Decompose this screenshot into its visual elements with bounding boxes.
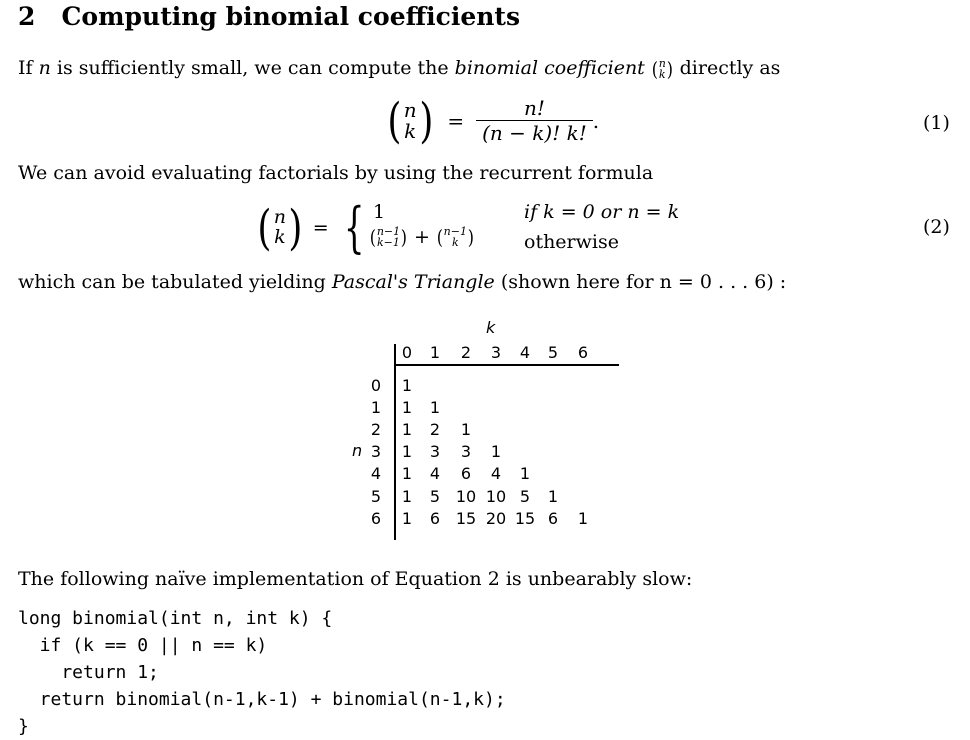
table-cell: 20 xyxy=(485,509,507,528)
table-cell: 15 xyxy=(514,509,536,528)
tabulated-after: (shown here for n = 0 . . . 6) : xyxy=(494,271,787,293)
eq1-numerator: n! xyxy=(523,96,545,120)
code-listing xyxy=(18,605,506,740)
col-axis-label: k xyxy=(486,318,496,337)
intro-middle: is sufficiently small, we can compute the xyxy=(50,57,455,79)
row-header: 0 xyxy=(370,376,382,395)
eq1-number: (1) xyxy=(923,112,950,134)
col-header: 0 xyxy=(401,343,413,362)
eq2-equals: = xyxy=(312,217,329,239)
eq1-binom-top: n xyxy=(403,97,417,122)
section-title: Computing binomial coefficients xyxy=(61,2,521,31)
recurrence-text: We can avoid evaluating factorials by using the recurrent formula xyxy=(18,162,654,184)
tabulated-before: which can be tabulated yielding xyxy=(18,271,332,293)
col-header: 5 xyxy=(547,343,559,362)
eq2-case2-condition: otherwise xyxy=(524,231,619,253)
eq2-binom: ( n k ) xyxy=(257,200,303,256)
table-cell: 10 xyxy=(485,487,507,506)
code-block xyxy=(18,605,506,740)
section-number: 2 xyxy=(18,2,36,31)
table-cell: 1 xyxy=(577,509,589,528)
intro-emph: binomial coefficient xyxy=(454,57,645,79)
eq2-case1-value: 1 xyxy=(373,201,386,223)
eq2-brace: { xyxy=(343,196,365,259)
table-cell: 1 xyxy=(401,509,413,528)
col-header: 3 xyxy=(490,343,502,362)
table-cell: 1 xyxy=(401,442,413,461)
eq1-equals: = xyxy=(447,108,465,133)
table-cell: 6 xyxy=(429,509,441,528)
intro-binom: ( n k ) xyxy=(651,57,673,81)
intro-after: directly as xyxy=(673,57,781,79)
eq2-case2-binom-1: ( n−1 k−1 ) xyxy=(369,225,408,249)
eq2-binom-bottom: k xyxy=(274,226,286,248)
intro-var-n: n xyxy=(38,57,51,79)
table-cell: 6 xyxy=(460,464,472,483)
eq2-case2-binom-2: ( n−1 k ) xyxy=(436,225,475,249)
table-cell: 1 xyxy=(401,487,413,506)
table-cell: 1 xyxy=(429,398,441,417)
table-cell: 1 xyxy=(519,464,531,483)
row-header: 2 xyxy=(370,420,382,439)
table-cell: 3 xyxy=(429,442,441,461)
eq2-number: (2) xyxy=(923,216,950,238)
code-line: long binomial(int n, int k) { xyxy=(18,608,333,629)
row-header: 3 xyxy=(370,442,382,461)
col-header: 2 xyxy=(460,343,472,362)
slow-text: The following naïve implementation of Equation 2 is unbearably slow: xyxy=(18,568,693,590)
table-cell: 1 xyxy=(401,398,413,417)
table-cell: 1 xyxy=(490,442,502,461)
intro-binom-bottom: k xyxy=(658,68,666,81)
code-line: if (k == 0 || n == k) xyxy=(18,635,268,656)
row-axis-label: n xyxy=(352,441,363,460)
table-cell: 1 xyxy=(401,464,413,483)
table-horizontal-rule xyxy=(394,364,619,366)
col-header: 6 xyxy=(577,343,589,362)
eq2-b2-top: n−1 xyxy=(443,225,467,238)
eq2-case1-condition: if k = 0 or n = k xyxy=(524,201,680,223)
table-cell: 15 xyxy=(455,509,477,528)
table-cell: 5 xyxy=(519,487,531,506)
table-cell: 2 xyxy=(429,420,441,439)
row-header: 4 xyxy=(370,464,382,483)
eq2-b2-bottom: k xyxy=(451,236,459,249)
intro-before: If xyxy=(18,57,39,79)
col-header: 1 xyxy=(429,343,441,362)
eq2-binom-top: n xyxy=(273,206,286,229)
table-cell: 10 xyxy=(455,487,477,506)
table-cell: 1 xyxy=(401,376,413,395)
eq1-denominator: (n − k)! k! xyxy=(476,120,593,145)
table-cell: 6 xyxy=(547,509,559,528)
col-header: 4 xyxy=(519,343,531,362)
table-cell: 1 xyxy=(401,420,413,439)
eq2-b1-bottom: k−1 xyxy=(377,236,400,249)
tabulated-emph: Pascal's Triangle xyxy=(331,271,495,293)
eq1-binom-bottom: k xyxy=(404,118,417,143)
table-cell: 1 xyxy=(547,487,559,506)
code-line: return binomial(n-1,k-1) + binomial(n-1,k); xyxy=(18,689,506,710)
eq1-period: . xyxy=(592,108,600,133)
table-cell: 3 xyxy=(460,442,472,461)
row-header: 5 xyxy=(370,487,382,506)
table-cell: 5 xyxy=(429,487,441,506)
eq1-binom: ( n k ) xyxy=(387,92,434,149)
table-cell: 4 xyxy=(490,464,502,483)
code-line: return 1; xyxy=(18,662,159,683)
intro-binom-top: n xyxy=(658,57,666,70)
eq2-plus: + xyxy=(413,226,430,248)
row-header: 6 xyxy=(370,509,382,528)
row-header: 1 xyxy=(370,398,382,417)
table-cell: 1 xyxy=(460,420,472,439)
eq2-b1-top: n−1 xyxy=(376,225,401,238)
code-line: } xyxy=(18,716,29,737)
table-cell: 4 xyxy=(429,464,441,483)
